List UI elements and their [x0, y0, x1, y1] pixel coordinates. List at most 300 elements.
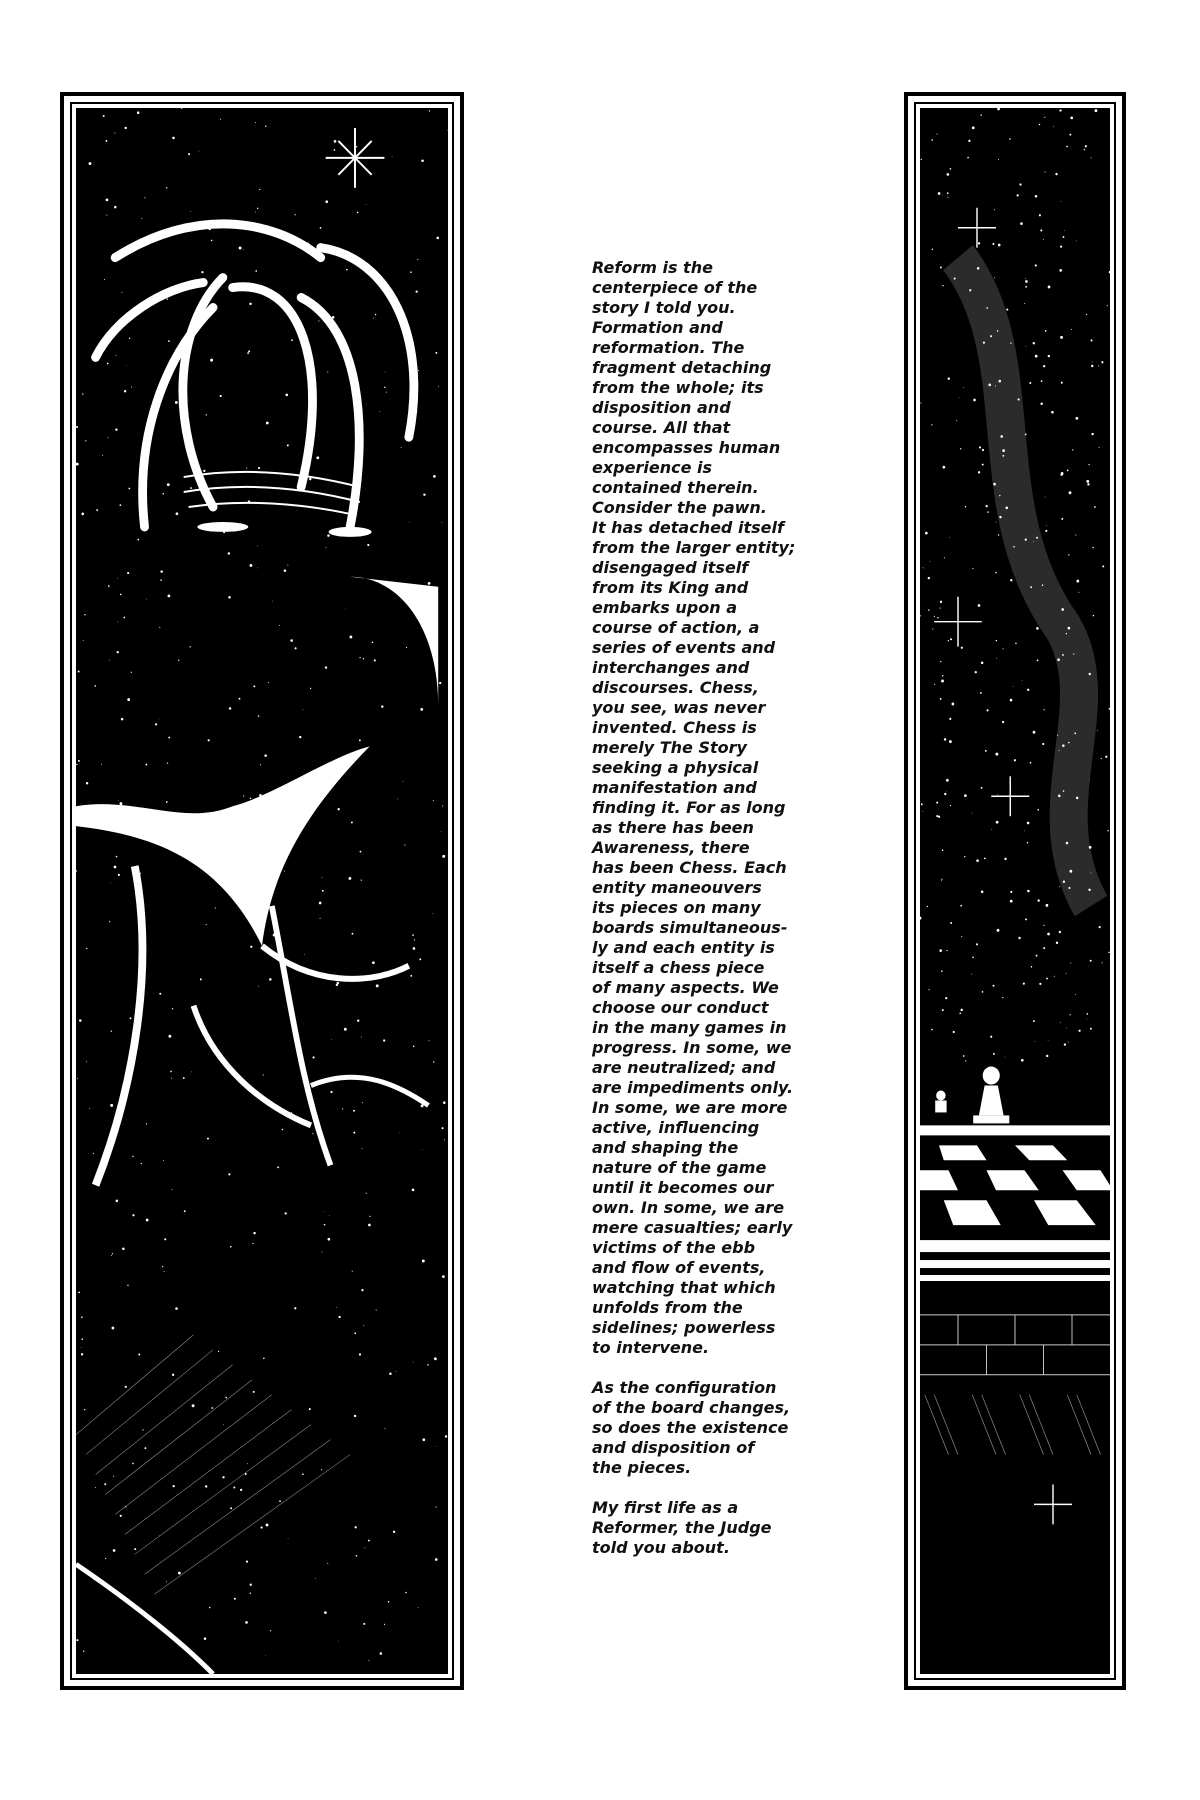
- star: [1076, 580, 1079, 583]
- star: [994, 277, 995, 278]
- star: [334, 140, 337, 143]
- star: [1073, 653, 1074, 654]
- star: [110, 882, 111, 883]
- star: [178, 1572, 181, 1575]
- star: [184, 1210, 186, 1212]
- star: [381, 705, 383, 707]
- star: [435, 1558, 438, 1561]
- star: [982, 991, 984, 993]
- star: [1064, 1043, 1066, 1045]
- star: [929, 989, 930, 990]
- star: [234, 1598, 236, 1600]
- star: [1035, 264, 1037, 266]
- star: [952, 703, 955, 706]
- star: [131, 386, 132, 387]
- star: [319, 902, 322, 905]
- star: [116, 355, 117, 356]
- star: [173, 1485, 175, 1487]
- star: [978, 604, 981, 607]
- star: [130, 1017, 132, 1019]
- star: [416, 290, 418, 292]
- star: [162, 493, 163, 494]
- star: [1010, 342, 1011, 343]
- star: [1005, 507, 1008, 510]
- star: [309, 478, 311, 480]
- star: [422, 1438, 425, 1441]
- star: [167, 483, 170, 486]
- star: [1085, 145, 1087, 147]
- star: [315, 1578, 316, 1579]
- star: [141, 1163, 142, 1164]
- star: [1069, 134, 1071, 136]
- star: [393, 1531, 395, 1533]
- star: [990, 335, 992, 337]
- star: [436, 237, 439, 240]
- star: [106, 215, 107, 216]
- star: [981, 787, 983, 789]
- star: [318, 320, 319, 321]
- star: [159, 1535, 160, 1536]
- star: [428, 582, 431, 585]
- star: [940, 661, 941, 662]
- star: [260, 764, 261, 765]
- narration-paragraph-3: My first life as a Reformer, the Judge told you about.: [592, 1498, 772, 1557]
- star: [949, 740, 952, 743]
- star: [122, 292, 123, 293]
- star: [392, 156, 393, 157]
- star: [395, 1371, 396, 1372]
- star: [168, 737, 170, 739]
- star: [257, 546, 258, 547]
- star: [359, 1353, 361, 1355]
- star: [354, 1332, 356, 1334]
- star: [373, 318, 374, 319]
- star: [1098, 366, 1099, 367]
- star: [976, 943, 978, 945]
- star: [330, 1091, 332, 1093]
- star: [101, 764, 102, 765]
- star: [422, 1149, 423, 1150]
- star: [81, 1338, 83, 1340]
- star: [104, 1483, 106, 1485]
- star: [258, 715, 259, 716]
- star: [984, 857, 986, 859]
- star: [1089, 846, 1092, 849]
- star: [77, 1078, 78, 1079]
- star: [291, 339, 293, 341]
- star: [250, 1593, 251, 1594]
- star: [961, 647, 963, 649]
- star: [999, 380, 1001, 383]
- star: [1078, 592, 1079, 593]
- star: [127, 572, 129, 574]
- star: [122, 1247, 125, 1250]
- star: [116, 1200, 119, 1203]
- star: [1003, 648, 1004, 649]
- star: [1051, 411, 1054, 414]
- star: [166, 187, 167, 188]
- star: [228, 596, 231, 599]
- star: [978, 242, 980, 244]
- star: [1092, 362, 1093, 363]
- star: [1087, 1013, 1089, 1015]
- star: [220, 395, 222, 397]
- star: [81, 1347, 82, 1348]
- star: [125, 127, 127, 129]
- star: [981, 661, 983, 664]
- star: [325, 547, 326, 548]
- star: [941, 680, 944, 683]
- star: [1026, 346, 1027, 347]
- star: [1071, 329, 1072, 330]
- star: [199, 151, 200, 152]
- star: [1045, 497, 1046, 498]
- star: [361, 880, 362, 881]
- star: [257, 208, 258, 209]
- star: [316, 456, 319, 459]
- star: [89, 162, 92, 165]
- star: [288, 1538, 289, 1539]
- star: [998, 159, 999, 160]
- star: [1069, 870, 1072, 873]
- star: [1010, 891, 1012, 893]
- star: [322, 877, 323, 878]
- star: [923, 567, 924, 568]
- star: [980, 692, 982, 694]
- star: [209, 1607, 210, 1608]
- star: [938, 816, 940, 818]
- star: [934, 616, 935, 617]
- star: [934, 684, 935, 685]
- star: [1027, 822, 1030, 825]
- star: [223, 1425, 224, 1426]
- star: [82, 393, 83, 394]
- star: [1005, 1057, 1006, 1058]
- star: [947, 197, 948, 198]
- star: [928, 609, 929, 610]
- star: [1107, 830, 1108, 831]
- star: [222, 1476, 224, 1478]
- star: [963, 387, 964, 388]
- star: [921, 159, 922, 160]
- star: [1068, 554, 1069, 555]
- star: [106, 140, 108, 142]
- star: [220, 119, 221, 120]
- star: [86, 1061, 87, 1062]
- star: [329, 1215, 330, 1216]
- star: [385, 372, 386, 373]
- star: [303, 709, 304, 710]
- star: [114, 132, 115, 133]
- star: [972, 957, 974, 959]
- star: [313, 1056, 315, 1058]
- star: [1031, 966, 1033, 968]
- star: [120, 594, 122, 596]
- star: [964, 856, 965, 857]
- star: [1035, 195, 1037, 198]
- star: [146, 599, 147, 600]
- star: [928, 577, 930, 579]
- star: [1088, 888, 1090, 891]
- star: [991, 829, 992, 830]
- star: [1000, 435, 1003, 438]
- star: [1036, 537, 1038, 539]
- star: [302, 1473, 304, 1475]
- star: [1024, 830, 1025, 831]
- star: [950, 805, 951, 806]
- star: [944, 557, 945, 558]
- star: [243, 249, 244, 250]
- star: [1087, 483, 1089, 485]
- star: [345, 609, 346, 610]
- star: [125, 1386, 127, 1388]
- star: [284, 871, 285, 872]
- star: [94, 685, 96, 687]
- star: [264, 754, 266, 757]
- star: [1046, 1055, 1048, 1057]
- star: [1048, 286, 1051, 289]
- star: [941, 970, 943, 972]
- star: [1072, 449, 1073, 450]
- star: [1099, 447, 1100, 448]
- star: [997, 794, 998, 795]
- star: [946, 791, 947, 792]
- star: [357, 1019, 359, 1021]
- star: [1074, 732, 1076, 734]
- star: [1035, 355, 1038, 358]
- star: [1024, 303, 1025, 304]
- star: [922, 811, 923, 812]
- star: [1037, 899, 1039, 901]
- star: [443, 1101, 446, 1104]
- star: [1075, 534, 1076, 535]
- star: [353, 1110, 355, 1112]
- star: [145, 764, 147, 766]
- star: [937, 134, 938, 135]
- star: [255, 270, 257, 272]
- star: [1033, 1020, 1035, 1022]
- star: [953, 1031, 955, 1033]
- star: [442, 1127, 444, 1129]
- star: [1089, 779, 1090, 780]
- star: [1040, 402, 1042, 405]
- star: [1042, 584, 1043, 586]
- star: [999, 516, 1001, 518]
- narration-paragraph-2: As the configuration of the board changes, so does the existence and disposition of the pieces.: [592, 1378, 791, 1477]
- star: [1066, 146, 1068, 148]
- star: [240, 1489, 242, 1491]
- star: [1063, 881, 1065, 883]
- star: [413, 1046, 415, 1048]
- star: [389, 1373, 391, 1376]
- star: [1046, 904, 1049, 907]
- star: [253, 685, 255, 687]
- star: [1101, 361, 1103, 363]
- star: [362, 1102, 363, 1103]
- star: [81, 1353, 83, 1355]
- star: [76, 426, 78, 428]
- star: [1060, 336, 1063, 339]
- star: [948, 377, 950, 380]
- star: [309, 1408, 311, 1410]
- star: [433, 475, 436, 478]
- star: [997, 330, 999, 332]
- star: [946, 779, 949, 782]
- star: [399, 1132, 400, 1133]
- star: [1099, 926, 1101, 928]
- star: [980, 114, 981, 116]
- star: [337, 808, 339, 810]
- star: [361, 1037, 362, 1038]
- star: [1093, 615, 1094, 616]
- star: [969, 289, 971, 291]
- star: [166, 1581, 167, 1582]
- star: [372, 641, 374, 643]
- star: [978, 471, 980, 473]
- star: [168, 1035, 171, 1038]
- star: [993, 1053, 995, 1055]
- star: [1090, 1028, 1092, 1030]
- star: [108, 437, 109, 438]
- star: [1033, 731, 1036, 734]
- star: [287, 565, 288, 566]
- star: [1025, 918, 1027, 920]
- star: [215, 907, 216, 908]
- star: [336, 984, 338, 986]
- star: [78, 760, 80, 762]
- star: [171, 1078, 172, 1079]
- star: [115, 428, 117, 430]
- star: [976, 859, 979, 862]
- star: [936, 815, 938, 817]
- star: [1066, 842, 1068, 845]
- star: [96, 509, 98, 511]
- star: [243, 795, 244, 796]
- star: [1059, 109, 1061, 111]
- star: [250, 946, 252, 948]
- star: [132, 1156, 133, 1157]
- star: [366, 1193, 367, 1194]
- star: [159, 627, 160, 628]
- star: [1015, 643, 1016, 645]
- star: [956, 420, 957, 421]
- star: [942, 1009, 944, 1011]
- star: [375, 314, 376, 315]
- star: [1068, 887, 1070, 889]
- star: [364, 1547, 365, 1548]
- star: [968, 140, 970, 142]
- star: [996, 821, 999, 824]
- star: [356, 146, 357, 147]
- star: [397, 799, 398, 800]
- star: [285, 394, 288, 397]
- star: [1045, 330, 1047, 332]
- star: [290, 639, 293, 642]
- star: [1002, 721, 1004, 723]
- star: [1062, 654, 1064, 656]
- star: [982, 449, 984, 451]
- star: [1044, 117, 1045, 118]
- star: [1022, 680, 1023, 681]
- star: [927, 906, 928, 907]
- star: [362, 1148, 363, 1149]
- star: [368, 1540, 370, 1542]
- star: [141, 218, 142, 219]
- star: [190, 487, 192, 489]
- star: [965, 506, 966, 507]
- star: [1058, 795, 1060, 798]
- star: [321, 1252, 322, 1253]
- star: [931, 139, 933, 141]
- star: [368, 1660, 369, 1661]
- star: [138, 1354, 140, 1356]
- star: [996, 658, 997, 659]
- star: [119, 504, 121, 506]
- star: [207, 1138, 209, 1140]
- star: [1062, 744, 1064, 747]
- star: [388, 1601, 390, 1603]
- star: [112, 1253, 113, 1254]
- star: [963, 1055, 965, 1057]
- star: [1010, 699, 1013, 702]
- star: [246, 1561, 248, 1563]
- star: [1076, 240, 1077, 241]
- star: [383, 1039, 385, 1041]
- star: [1013, 546, 1015, 548]
- star: [144, 1447, 146, 1449]
- star: [1061, 608, 1064, 611]
- star: [1027, 842, 1028, 843]
- star: [266, 422, 269, 425]
- star: [83, 1650, 84, 1651]
- star: [931, 424, 932, 425]
- star: [943, 466, 946, 469]
- star: [206, 924, 207, 925]
- star: [1004, 858, 1006, 860]
- star: [940, 608, 941, 609]
- star: [950, 922, 952, 924]
- narration-text: [592, 258, 810, 1578]
- star: [117, 621, 118, 622]
- star: [327, 534, 329, 537]
- star: [112, 1327, 115, 1330]
- star: [1048, 355, 1050, 357]
- star: [258, 467, 260, 469]
- star: [938, 192, 941, 195]
- star: [304, 954, 305, 955]
- star: [999, 495, 1000, 496]
- star: [944, 793, 946, 795]
- star: [253, 1232, 255, 1234]
- star: [1055, 173, 1057, 175]
- star: [445, 1435, 447, 1437]
- star: [1037, 659, 1039, 661]
- star: [384, 1624, 385, 1625]
- star: [975, 671, 977, 673]
- star: [412, 934, 414, 936]
- star: [1091, 157, 1092, 158]
- star: [1021, 1059, 1024, 1062]
- star: [258, 986, 259, 987]
- star: [1037, 809, 1039, 811]
- star: [1102, 962, 1103, 963]
- star: [331, 1039, 332, 1040]
- star: [1025, 433, 1027, 435]
- star: [132, 1463, 134, 1465]
- star: [995, 385, 996, 386]
- star: [418, 370, 419, 371]
- star: [284, 569, 286, 572]
